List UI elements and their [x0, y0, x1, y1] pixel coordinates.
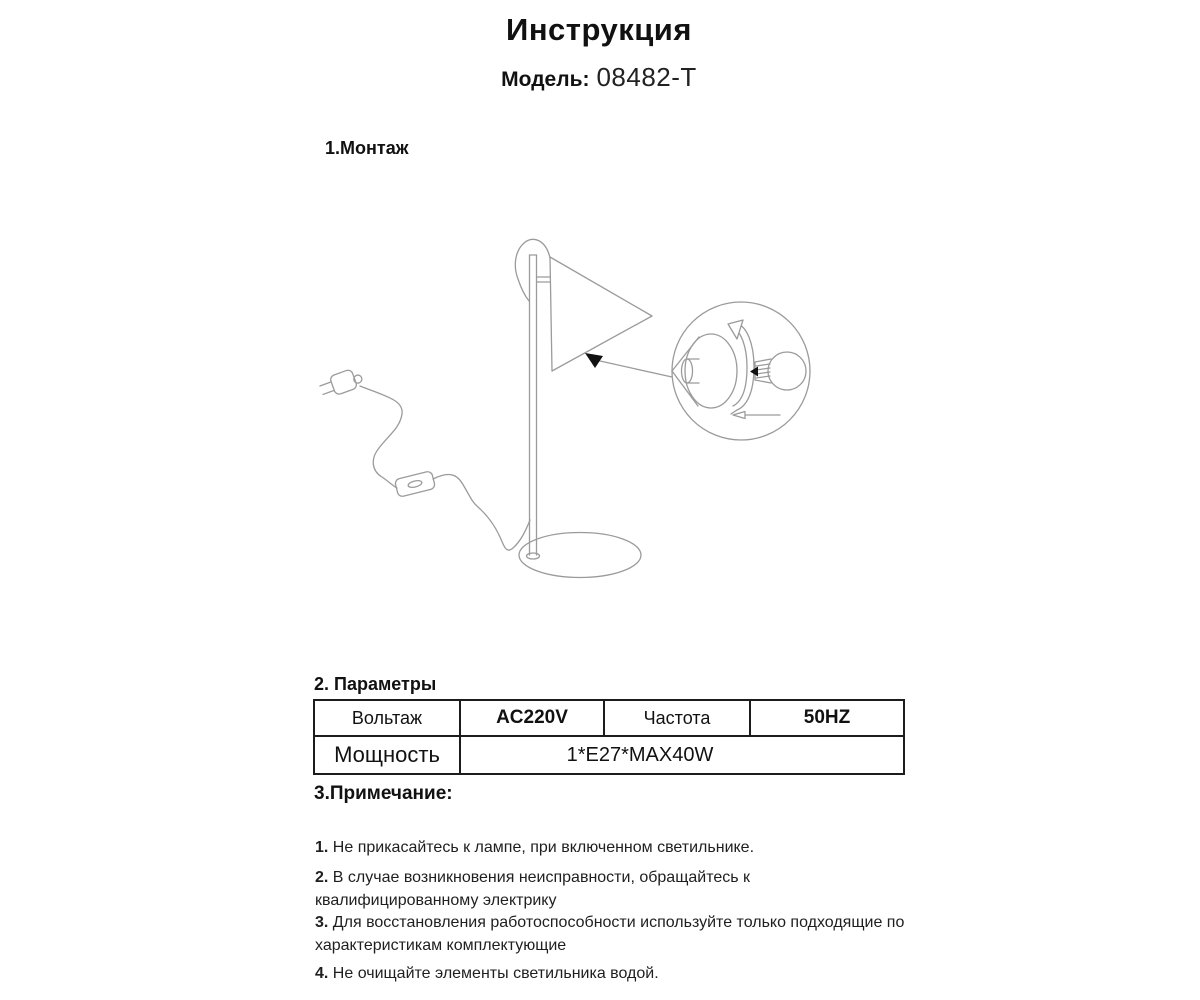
shade-hanger-wire [515, 239, 550, 301]
note-number: 4. [315, 965, 329, 982]
page-title: Инструкция [506, 12, 692, 47]
lamp-base [519, 533, 641, 578]
note-item-3 [315, 911, 911, 957]
model-number: 08482-T [596, 62, 697, 92]
power-label-cell: Мощность [314, 736, 460, 774]
note-text: В случае возникновения неисправности, обращайтесь к квалифицированному электрику [315, 869, 751, 909]
unscrew-direction-arrow [733, 412, 780, 419]
model-label: Модель: [501, 68, 590, 91]
lamp-pole [530, 255, 537, 555]
note-text: Для восстановления работоспособности используйте только подходящие по характеристикам комплектующие [315, 914, 905, 954]
note-item-4 [315, 962, 911, 985]
power-cord-segment-2 [433, 474, 530, 550]
pointer-arrow-icon [585, 353, 672, 377]
parameters-table [313, 699, 905, 775]
section-heading-notes: 3.Примечание: [314, 783, 453, 804]
frequency-value-cell: 50HZ [750, 700, 904, 736]
note-item-1 [315, 836, 911, 859]
note-text: Не прикасайтесь к лампе, при включенном светильнике. [332, 839, 755, 856]
model-line [0, 62, 1198, 93]
socket-icon [682, 359, 700, 383]
voltage-label-cell: Вольтаж [314, 700, 460, 736]
power-cord-segment-1 [360, 386, 402, 488]
note-item-2 [315, 866, 911, 912]
note-number: 3. [315, 914, 329, 931]
shade-bracket [537, 277, 550, 282]
section-heading-params: 2. Параметры [314, 674, 437, 694]
frequency-label-cell: Частота [604, 700, 750, 736]
voltage-value-cell: AC220V [460, 700, 604, 736]
cord-switch-icon [394, 471, 435, 498]
note-number: 2. [315, 869, 329, 886]
note-number: 1. [315, 839, 329, 856]
section-heading-montage: 1.Монтаж [325, 138, 409, 158]
rotation-arrow-icon [728, 320, 754, 414]
note-text: Не очищайте элементы светильника водой. [332, 965, 659, 982]
detail-zoom-circle [672, 302, 810, 440]
lamp-assembly-illustration [300, 225, 840, 615]
table-row [314, 700, 904, 736]
power-value-cell: 1*E27*MAX40W [460, 736, 904, 774]
light-bulb-icon [755, 352, 806, 390]
table-row [314, 736, 904, 774]
power-plug-icon [318, 366, 364, 399]
lamp-shade [550, 257, 652, 371]
